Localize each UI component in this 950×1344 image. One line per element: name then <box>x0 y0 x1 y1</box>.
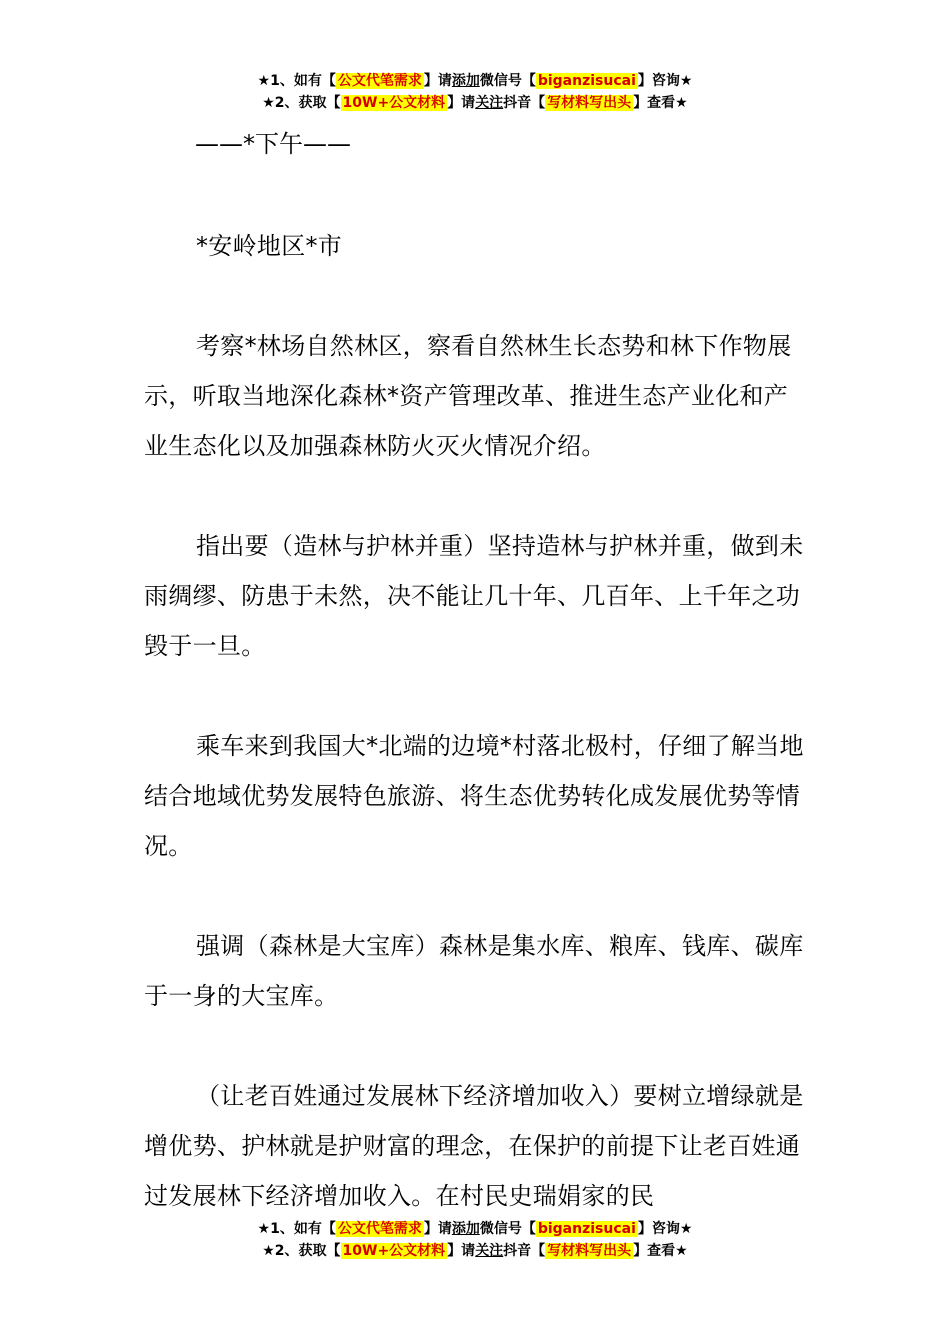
banner-text: 抖音【 <box>503 95 546 111</box>
paragraph-1: 考察*林场自然林区，察看自然林生长态势和林下作物展示，听取当地深化森林*资产管理改革、推进生态产业化和产业生态化以及加强森林防火灭火情况介绍。 <box>144 332 792 460</box>
banner-text: 】请 <box>447 1243 476 1259</box>
banner-text: 】查看★ <box>633 1243 688 1259</box>
banner-text: ★2、获取【 <box>262 1243 341 1259</box>
highlight-wechat-id: biganzisucai <box>537 1221 636 1237</box>
banner-text: 微信号【 <box>479 1221 536 1237</box>
banner-text: 抖音【 <box>503 1243 546 1259</box>
header-banner <box>0 70 950 114</box>
banner-text: ★2、获取【 <box>262 95 341 111</box>
banner-text: 】查看★ <box>633 95 688 111</box>
banner-text: 】请 <box>423 1221 452 1237</box>
highlight-materials: 10W+公文材料 <box>342 95 446 111</box>
banner-text: 】咨询★ <box>637 73 693 89</box>
banner-text-underlined: 关注 <box>475 95 504 111</box>
banner-text: 】请 <box>447 95 476 111</box>
document-body <box>144 221 809 1221</box>
banner-text: 】咨询★ <box>637 1221 693 1237</box>
banner-text: ★1、如有【 <box>257 73 336 89</box>
highlight-wechat-id: biganzisucai <box>537 73 636 89</box>
banner-text-underlined: 关注 <box>475 1243 504 1259</box>
footer-banner <box>0 1218 950 1262</box>
highlight-service: 公文代笔需求 <box>337 73 422 89</box>
highlight-douyin: 写材料写出头 <box>547 95 632 111</box>
banner-text-underlined: 添加 <box>451 73 480 89</box>
highlight-materials: 10W+公文材料 <box>342 1243 446 1259</box>
banner-line-1 <box>0 70 950 92</box>
banner-text: 】请 <box>423 73 452 89</box>
banner-text: ★1、如有【 <box>257 1221 336 1237</box>
section-title: ——*下午—— <box>195 130 351 158</box>
banner-line-2 <box>0 1240 950 1262</box>
paragraph-3: 乘车来到我国大*北端的边境*村落北极村，仔细了解当地结合地域优势发展特色旅游、将生态优势转化成发展优势等情况。 <box>144 732 804 860</box>
highlight-service: 公文代笔需求 <box>337 1221 422 1237</box>
paragraph-5: （让老百姓通过发展林下经济增加收入）要树立增绿就是增优势、护林就是护财富的理念，在保护的前提下让老百姓通过发展林下经济增加收入。在村民史瑞娟家的民 <box>144 1082 804 1210</box>
paragraph-2: 指出要（造林与护林并重）坚持造林与护林并重，做到未雨绸缪、防患于未然，决不能让几十年、几百年、上千年之功毁于一旦。 <box>144 532 804 660</box>
banner-line-1 <box>0 1218 950 1240</box>
banner-text: 微信号【 <box>479 73 536 89</box>
highlight-douyin: 写材料写出头 <box>547 1243 632 1259</box>
paragraph-4: 强调（森林是大宝库）森林是集水库、粮库、钱库、碳库于一身的大宝库。 <box>144 932 804 1010</box>
location-line: *安岭地区*市 <box>196 232 343 260</box>
banner-line-2 <box>0 92 950 114</box>
banner-text-underlined: 添加 <box>451 1221 480 1237</box>
